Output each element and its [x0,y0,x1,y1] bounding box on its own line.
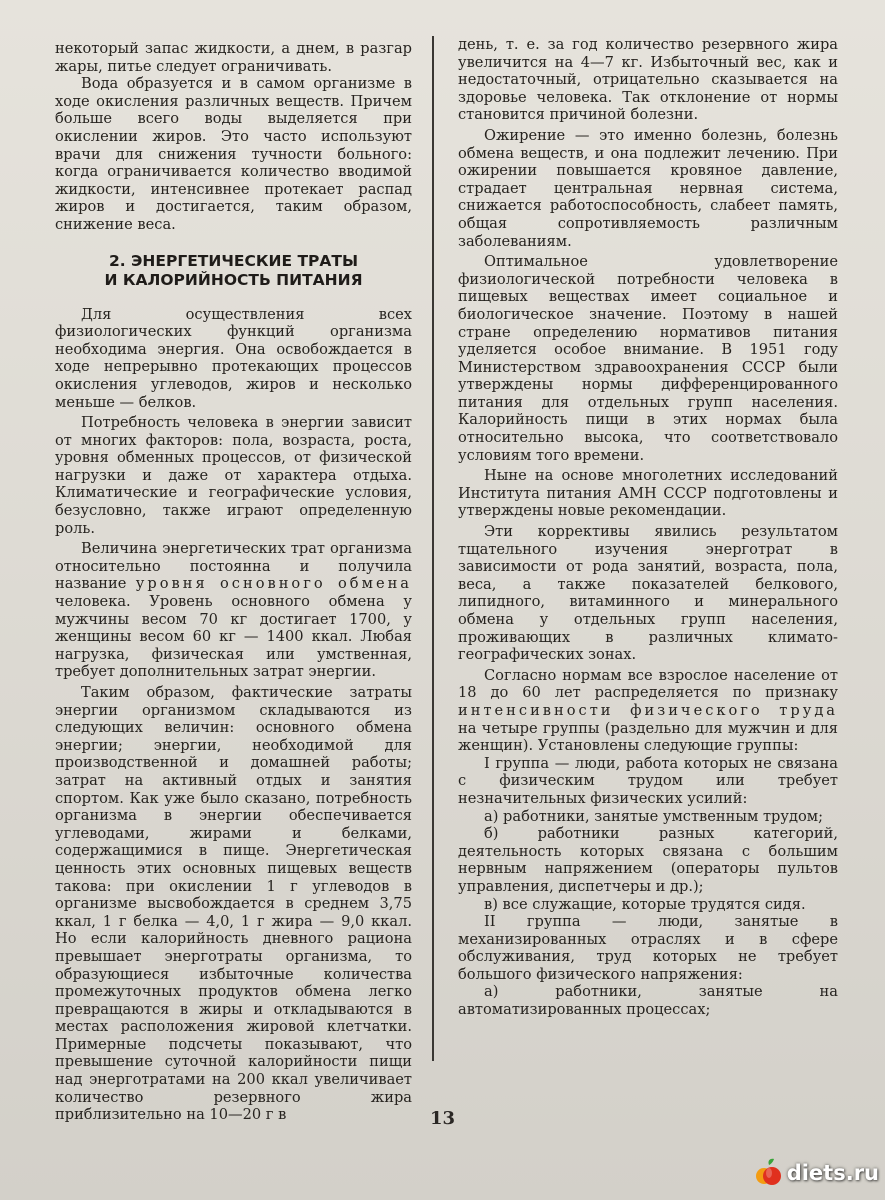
list-item: а) работники, занятые умственным трудом; [484,807,823,825]
column-divider [432,36,434,1061]
paragraph: Для осуществления всех физиологических функций организма необходима энергия. Она освобождается в ходе непрерывно протекающих процессов окисления углеводов, жиров и несколько меньше — белков. [55,305,412,411]
paragraph [458,667,838,755]
paragraph: II группа — люди, занятые в механизированных отраслях и в сфере обслуживания, труд которых не требует большого физического напряжения: [458,913,838,983]
section-heading [55,252,412,290]
page-number: 13 [429,1108,456,1129]
paragraph [55,540,412,681]
paragraph: Вода образуется и в самом организме в ходе окисления различных веществ. Причем больше всего воды выделяется при окислении жиров. Это часто используют врачи для снижения тучности больного: когда ограничивается количество вводимой жидкости, интенсивнее протекает распад жиров и достигается, таким образом, снижение веса. [55,75,412,233]
list-item: б) работники разных категорий, деятельность которых связана с большим нервным напряжением (операторы пультов управления, диспетчеры и др.); [458,825,838,895]
paragraph-text: Величина энергетических трат организма относительно постоянна и получила название [55,540,412,593]
paragraph: Эти коррективы явились результатом тщательного изучения энерготрат в зависимости от рода занятий, возраста, пола, веса, а также показателей белкового, липидного, витаминного и минерального обмена у отдельных групп населения, проживающих в различных климато-географических зонах. [458,523,838,664]
paragraph: I группа — люди, работа которых не связана с физическим трудом или требует незначительных физических усилий: [458,754,838,807]
list-item: в) все служащие, которые трудятся сидя. [484,895,806,913]
site-watermark [755,1158,879,1188]
watermark-text: diets.ru [786,1161,879,1185]
spaced-term: интенсивности физического труда [458,701,838,719]
paragraph: Ныне на основе многолетних исследований Института питания АМН СССР подготовлены и утверждены новые рекомендации. [458,467,838,520]
spaced-term: уровня основного обмена [135,575,413,593]
apple-logo-icon [755,1158,783,1188]
section-heading-line: И КАЛОРИЙНОСТЬ ПИТАНИЯ [104,270,363,289]
paragraph: Ожирение — это именно болезнь, болезнь обмена веществ, и она подлежит лечению. При ожирении повышается кровяное давление, страдает центральная нервная система, снижается работоспособность, слабеет память, общая сопротивляемость различным заболеваниям. [458,126,838,250]
section-heading-line: 2. ЭНЕРГЕТИЧЕСКИЕ ТРАТЫ [108,251,359,270]
left-column [55,40,413,1124]
paragraph: Таким образом, фактические затраты энергии организмом складываются из следующих величин: основного обмена энергии; энергии, необходимой для производственной и домашней работы; затрат на активный отдых и занятия спортом. Как уже было сказано, потребность организма в энергии обеспечивается углеводами, жирами и белками, содержащимися в пище. Энергетическая ценность этих основных пищевых веществ такова: при окислении 1 г углеводов в организме высвобождается в среднем 3,75 ккал, 1 г белка — 4,0, 1 г жира — 9,0 ккал. Но если калорийность дневного рациона превышает энерготраты организма, то образующиеся избыточные количества промежуточных продуктов обмена легко превращаются в жиры и откладываются в местах расположения жировой клетчатки. Примерные подсчеты показывают, что превышение суточной калорийности пищи над энерготратами на 200 ккал увеличивает количество резервного жира приблизительно на 10—20 г в [55,684,412,1124]
paragraph-text: Согласно нормам все взрослое население от 18 до 60 лет распределяется по признаку [458,666,838,702]
paragraph-text: человека. Уровень основного обмена у мужчины весом 70 кг достигает 1700, у женщины весом 60 кг — 1400 ккал. Любая нагрузка, физическая или умственная, требует дополнительных затрат энергии. [55,593,412,681]
paragraph: Оптимальное удовлетворение физиологической потребности человека в пищевых веществах имеет социальное и биологическое значение. Поэтому в нашей стране определению нормативов питания уделяется особое внимание. В 1951 году Министерством здравоохранения СССР были утверждены нормы дифференцированного питания для отдельных групп населения. Калорийность пищи в этих нормах была относительно высока, что соответствовало условиям того времени. [458,253,838,464]
paragraph: некоторый запас жидкости, а днем, в разгар жары, питье следует ограничивать. [55,40,412,75]
paragraph-text: на четыре группы (раздельно для мужчин и для женщин). Установлены следующие группы: [458,719,838,755]
paragraph: день, т. е. за год количество резервного жира увеличится на 4—7 кг. Избыточный вес, как и недостаточный, отрицательно сказывается на здоровье человека. Так отклонение от нормы становится причиной болезни. [458,36,838,124]
list-item: а) работники, занятые на автоматизированных процессах; [458,983,838,1019]
right-column [458,36,838,1046]
paragraph: Потребность человека в энергии зависит от многих факторов: пола, возраста, роста, уровня обменных процессов, от физической нагрузки и даже от характера отдыха. Климатические и географические условия, безусловно, также играют определенную роль. [55,414,412,537]
